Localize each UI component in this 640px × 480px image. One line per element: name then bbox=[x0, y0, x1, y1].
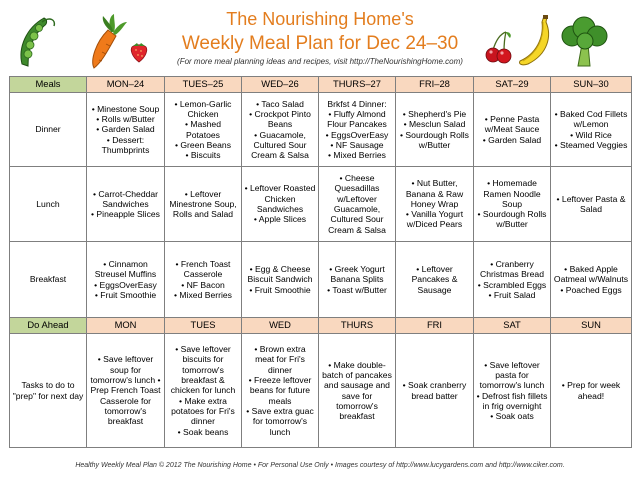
menu-entry: • NF Bacon bbox=[181, 279, 225, 290]
carrot-icon bbox=[82, 12, 128, 70]
menu-entry: • Lemon-Garlic Chicken bbox=[174, 98, 232, 119]
meal-cell bbox=[242, 167, 319, 242]
page-title-line2: Weekly Meal Plan for Dec 24–30 bbox=[181, 33, 459, 54]
meal-cell bbox=[319, 93, 396, 167]
meal-cell bbox=[165, 242, 242, 318]
menu-entry: • French Toast Casserole bbox=[175, 258, 231, 280]
do-ahead-header-row bbox=[10, 318, 632, 334]
menu-entry: • Pineapple Slices bbox=[91, 209, 160, 220]
task-cell bbox=[474, 334, 551, 448]
menu-entry: • Nut Butter, Banana & Raw Honey Wrap bbox=[405, 178, 464, 209]
day-header: THURS bbox=[319, 318, 396, 334]
menu-entry: • Prep for week ahead! bbox=[561, 380, 621, 401]
peas-icon bbox=[14, 14, 60, 70]
day-header: TUES bbox=[165, 318, 242, 334]
meal-cell bbox=[242, 242, 319, 318]
menu-entry: • Egg & Cheese Biscuit Sandwich bbox=[247, 264, 313, 285]
page-header bbox=[0, 0, 640, 74]
menu-entry: • Sourdough Rolls w/Butter bbox=[477, 209, 547, 230]
menu-entry: • Sourdough Rolls w/Butter bbox=[400, 129, 469, 150]
day-header: SAT bbox=[474, 318, 551, 334]
breakfast-row bbox=[10, 242, 632, 318]
menu-entry: • Greek Yogurt Banana Splits bbox=[329, 264, 385, 285]
menu-entry: • Save leftover pasta for tomorrow's lunch bbox=[479, 359, 545, 391]
menu-entry: • Leftover Minestrone Soup, Rolls and Salad bbox=[169, 188, 237, 220]
menu-entry: Brkfst 4 Dinner: bbox=[327, 98, 387, 109]
menu-entry: • Garden Salad bbox=[482, 134, 542, 145]
meal-cell bbox=[165, 93, 242, 167]
menu-entry: • EggsOverEasy bbox=[325, 129, 389, 140]
menu-entry: • Cranberry Christmas Bread bbox=[480, 258, 544, 280]
meal-plan-table bbox=[9, 76, 632, 448]
row-label: Lunch bbox=[10, 167, 87, 242]
lunch-row bbox=[10, 167, 632, 242]
page-footer: Healthy Weekly Meal Plan © 2012 The Nourishing Home • For Personal Use Only • Images courtesy of http://www.lucygardens.com and http://www.ciker.com. bbox=[75, 462, 565, 469]
menu-entry: • Save leftover soup for tomorrow's lunch • Prep French Toast Casserole for tomorrow's breakfast bbox=[90, 354, 161, 427]
task-cell bbox=[396, 334, 474, 448]
menu-entry: • Leftover Pancakes & Sausage bbox=[411, 264, 458, 295]
menu-entry: • Baked Cod Fillets w/Lemon bbox=[554, 108, 628, 130]
menu-entry: • Soak cranberry bread batter bbox=[402, 380, 467, 401]
page-subtitle: (For more meal planning ideas and recipes, visit http://TheNourishingHome.com) bbox=[177, 57, 463, 66]
menu-entry: • Make extra potatoes for Fri's dinner bbox=[171, 395, 235, 427]
menu-entry: • Cinnamon Streusel Muffins bbox=[94, 258, 157, 280]
menu-entry: • Scrambled Eggs bbox=[477, 279, 547, 290]
day-header: FRI–28 bbox=[396, 77, 474, 93]
menu-entry: • Rolls w/Butter bbox=[96, 114, 155, 125]
menu-entry: • Green Beans bbox=[174, 139, 232, 150]
day-header: SUN–30 bbox=[551, 77, 632, 93]
meal-cell bbox=[87, 242, 165, 318]
meal-cell bbox=[87, 167, 165, 242]
menu-entry: • Save leftover biscuits for tomorrow's breakfast & chicken for lunch bbox=[170, 344, 236, 396]
menu-entry: • Crockpot Pinto Beans bbox=[249, 108, 311, 130]
row-label: Breakfast bbox=[10, 242, 87, 318]
menu-entry: • Toast w/Butter bbox=[327, 284, 387, 295]
menu-entry: • Wild Rice bbox=[570, 129, 612, 140]
menu-entry: • Fruit Smoothie bbox=[94, 289, 157, 300]
menu-entry: • EggsOverEasy bbox=[94, 279, 157, 290]
meal-cell bbox=[87, 93, 165, 167]
menu-entry: • Poached Eggs bbox=[560, 284, 622, 295]
menu-entry: • Carrot-Cheddar Sandwiches bbox=[92, 188, 159, 209]
day-header: WED–26 bbox=[242, 77, 319, 93]
day-header: MON–24 bbox=[87, 77, 165, 93]
menu-entry: • Leftover Roasted Chicken Sandwiches bbox=[244, 183, 316, 214]
menu-entry: • Fruit Smoothie bbox=[249, 284, 311, 295]
row-label: Tasks to do to "prep" for next day bbox=[10, 334, 87, 448]
banana-icon bbox=[514, 14, 554, 68]
menu-entry: • Taco Salad bbox=[256, 98, 304, 109]
menu-entry: • Fluffy Almond Flour Pancakes bbox=[327, 108, 387, 130]
day-header: SUN bbox=[551, 318, 632, 334]
day-header: THURS–27 bbox=[319, 77, 396, 93]
day-header: TUES–25 bbox=[165, 77, 242, 93]
meal-cell bbox=[474, 242, 551, 318]
menu-entry: • Steamed Veggies bbox=[554, 139, 628, 150]
menu-entry: • Apple Slices bbox=[253, 214, 307, 225]
menu-entry: • Save extra guac for tomorrow's lunch bbox=[246, 405, 314, 437]
task-cell bbox=[319, 334, 396, 448]
menu-entry: • Guacamole, Cultured Sour Cream & Salsa bbox=[251, 129, 309, 161]
menu-entry: • Make double-batch of pancakes and sausage and save for tomorrow's breakfast bbox=[322, 359, 392, 422]
menu-entry: • Penne Pasta w/Meat Sauce bbox=[484, 114, 540, 135]
broccoli-icon bbox=[556, 16, 612, 68]
menu-entry: • Minestone Soup bbox=[91, 103, 160, 114]
menu-entry: • Brown extra meat for Fri's dinner bbox=[254, 344, 306, 375]
menu-entry: • Dessert: Thumbprints bbox=[101, 134, 150, 155]
task-cell bbox=[551, 334, 632, 448]
meals-header-row bbox=[10, 77, 632, 93]
menu-entry: • Mixed Berries bbox=[174, 289, 232, 300]
task-cell bbox=[87, 334, 165, 448]
menu-entry: • Homemade Ramen Noodle Soup bbox=[483, 178, 541, 209]
meal-cell bbox=[474, 167, 551, 242]
menu-entry: • Soak beans bbox=[177, 426, 229, 437]
menu-entry: • Garden Salad bbox=[96, 124, 155, 135]
meal-cell bbox=[319, 242, 396, 318]
menu-entry: • Mashed Potatoes bbox=[185, 119, 221, 140]
meal-cell bbox=[165, 167, 242, 242]
day-header: MON bbox=[87, 318, 165, 334]
menu-entry: • Soak oats bbox=[490, 411, 534, 422]
menu-entry: • Defrost fish fillets in frig overnight bbox=[476, 390, 548, 411]
page-title-line1: The Nourishing Home's bbox=[226, 9, 414, 29]
menu-entry: • Biscuits bbox=[185, 150, 221, 161]
meal-cell bbox=[474, 93, 551, 167]
menu-entry: • Baked Apple Oatmeal w/Walnuts bbox=[553, 264, 629, 285]
menu-entry: • Cheese Quesadillas w/Leftover Guacamole, Cultured Sour Cream & Salsa bbox=[328, 173, 386, 235]
menu-entry: • Freeze leftover beans for future meals bbox=[248, 375, 312, 406]
do-ahead-header-label: Do Ahead bbox=[10, 318, 87, 334]
meal-cell bbox=[551, 93, 632, 167]
meal-cell bbox=[396, 242, 474, 318]
menu-entry: • Mixed Berries bbox=[328, 150, 386, 161]
meal-cell bbox=[396, 167, 474, 242]
strawberry-icon bbox=[129, 40, 149, 64]
task-cell bbox=[242, 334, 319, 448]
row-label: Dinner bbox=[10, 93, 87, 167]
meals-header-label: Meals bbox=[10, 77, 87, 93]
meal-cell bbox=[551, 167, 632, 242]
menu-entry: • Vanilla Yogurt w/Diced Pears bbox=[405, 209, 464, 230]
meal-cell bbox=[551, 242, 632, 318]
menu-entry: • Mesclun Salad bbox=[403, 119, 466, 130]
menu-entry: • Fruit Salad bbox=[488, 289, 536, 300]
menu-entry: • Leftover Pasta & Salad bbox=[556, 193, 626, 214]
day-header: FRI bbox=[396, 318, 474, 334]
tasks-row bbox=[10, 334, 632, 448]
day-header: WED bbox=[242, 318, 319, 334]
dinner-row bbox=[10, 93, 632, 167]
menu-entry: • NF Sausage bbox=[330, 139, 384, 150]
meal-cell bbox=[396, 93, 474, 167]
day-header: SAT–29 bbox=[474, 77, 551, 93]
task-cell bbox=[165, 334, 242, 448]
meal-cell bbox=[319, 167, 396, 242]
meal-cell bbox=[242, 93, 319, 167]
menu-entry: • Shepherd's Pie bbox=[402, 108, 467, 119]
